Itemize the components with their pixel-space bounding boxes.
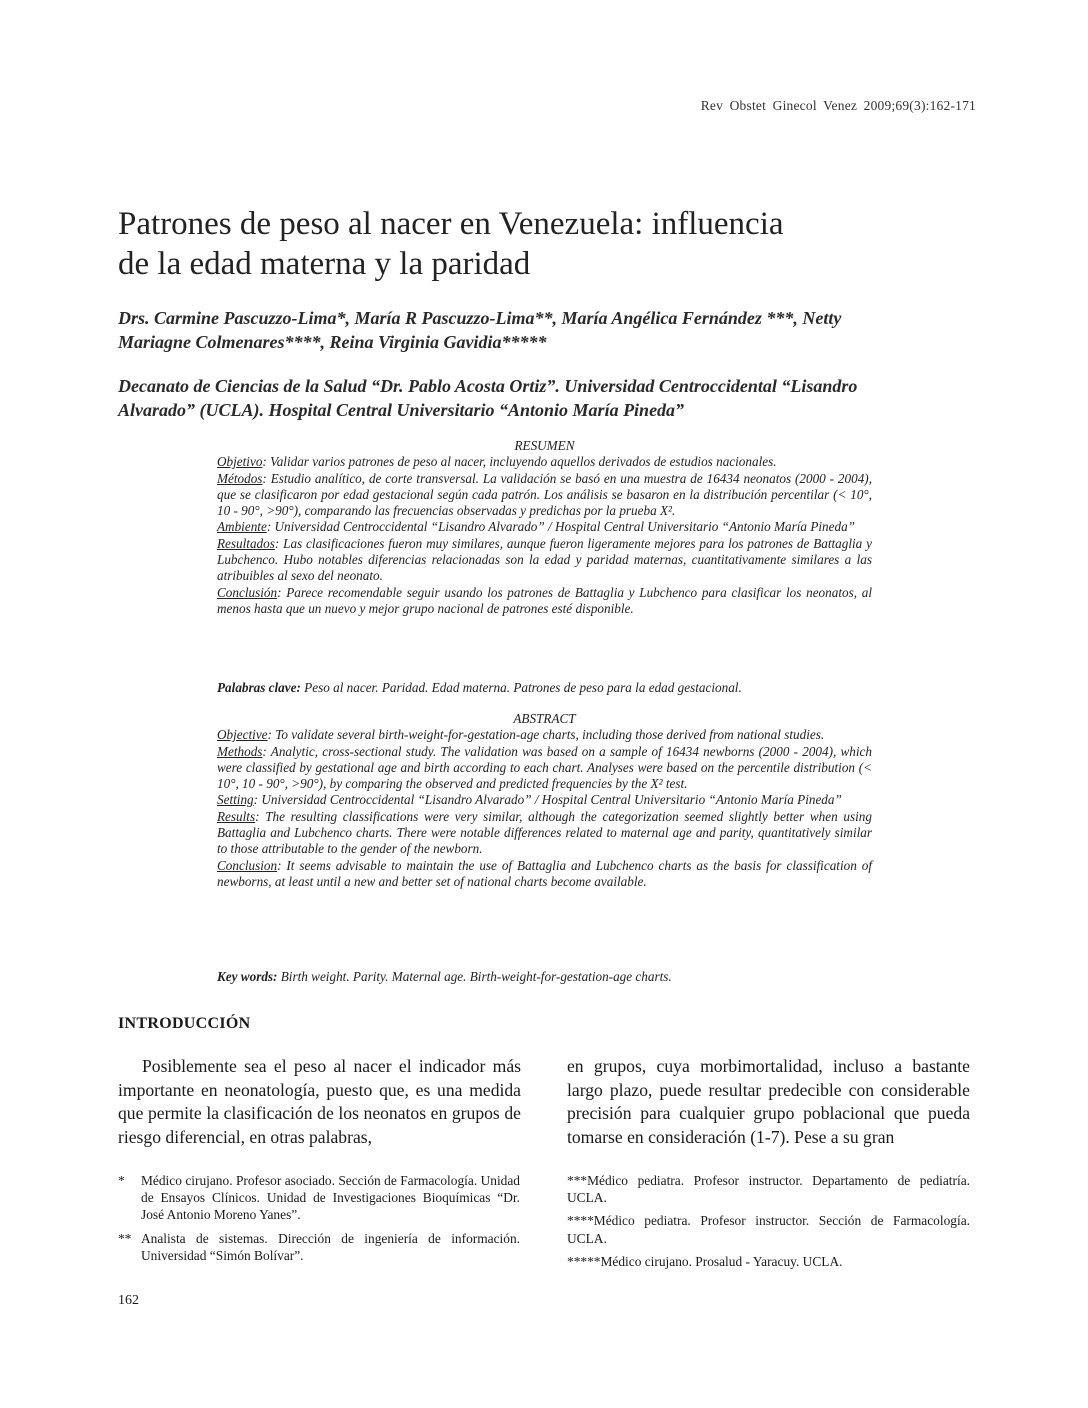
page-number: 162 bbox=[118, 1293, 139, 1308]
metodos-text: : Estudio analítico, de corte transversal. La validación se basó en una muestra de 16434 neonatos (2000 - 2004), que se clasificaron por edad gestacional según cada patrón. Los análisis se basaron en la distribución percentilar (< 10°, 10 - 90°, >90°), comparando las frecuencias observadas y predichas por la prueba X². bbox=[217, 470, 872, 519]
resumen-objetivo bbox=[217, 454, 872, 470]
resumen-resultados bbox=[217, 536, 872, 585]
abstract-methods bbox=[217, 744, 872, 793]
footnote bbox=[118, 1230, 520, 1264]
abstract-setting bbox=[217, 792, 872, 808]
results-label: Results bbox=[217, 808, 256, 824]
abstract-objective bbox=[217, 727, 872, 743]
objective-label: Objective bbox=[217, 727, 268, 743]
abstract-section bbox=[217, 711, 872, 890]
abstract-results bbox=[217, 809, 872, 858]
footnote bbox=[567, 1253, 970, 1270]
results-text: : The resulting classifications were very similar, although the categorization seemed slightly better when using Battaglia and Lubchenco charts. There were notable differences related to maternal age and parity, quantitatively similar to those attributable to the gender of the newborn. bbox=[217, 808, 872, 857]
affiliation bbox=[118, 374, 978, 422]
footnote-body: Médico pediatra. Profesor instructor. Departamento de pediatría. UCLA. bbox=[567, 1173, 970, 1206]
resumen-metodos bbox=[217, 471, 872, 520]
objective-text: : To validate several birth-weight-for-gestation-age charts, including those derived from national studies. bbox=[267, 727, 825, 743]
footnote-text: Analista de sistemas. Dirección de ingeniería de información. Universidad “Simón Bolívar”. bbox=[141, 1230, 520, 1263]
resumen-heading: RESUMEN bbox=[514, 438, 575, 453]
footnote bbox=[118, 1172, 520, 1224]
footnote-mark: **** bbox=[567, 1213, 594, 1229]
affiliation-line-2: Alvarado” (UCLA). Hospital Central Universitario “Antonio María Pineda” bbox=[118, 400, 685, 420]
footnote-mark: * bbox=[118, 1173, 125, 1188]
journal-reference: Rev Obstet Ginecol Venez 2009;69(3):162-171 bbox=[700, 98, 976, 113]
footnote-text: Médico cirujano. Profesor asociado. Sección de Farmacología. Unidad de Ensayos Clínicos. Unidad de Investigaciones Bioquímicas “Dr. José Antonio Moreno Yanes”. bbox=[141, 1173, 520, 1223]
objetivo-label: Objetivo bbox=[217, 454, 263, 470]
footnote bbox=[567, 1172, 970, 1206]
authors-line-1: Drs. Carmine Pascuzzo-Lima*, María R Pascuzzo-Lima**, María Angélica Fernández ***, Netty bbox=[118, 308, 842, 328]
objetivo-text: : Validar varios patrones de peso al nacer, incluyendo aquellos derivados de estudios nacionales. bbox=[262, 454, 777, 470]
key-words-text: Birth weight. Parity. Maternal age. Birth-weight-for-gestation-age charts. bbox=[277, 969, 672, 984]
footnote-mark: *** bbox=[567, 1173, 588, 1188]
footnote-body: Médico pediatra. Profesor instructor. Sección de Farmacología. UCLA. bbox=[567, 1213, 970, 1246]
resultados-label: Resultados bbox=[217, 535, 275, 551]
methods-text: : Analytic, cross-sectional study. The validation was based on a sample of 16434 newborns (2000 - 2004), which were classified by gestational age and birth according to each chart. Analyses were based on the percentile distribution (< 10°, 10 - 90°, >90°), by comparing the observed and predicted frequencies by the X² test. bbox=[217, 743, 872, 792]
footnote-text bbox=[567, 1212, 970, 1246]
introduccion-heading: INTRODUCCIÓN bbox=[118, 1015, 251, 1032]
conclusion-text: : Parece recomendable seguir usando los patrones de Battaglia y Lubchenco para clasificar los neonatos, al menos hasta que un nuevo y mejor grupo nacional de patrones esté disponible. bbox=[217, 584, 872, 616]
resumen-ambiente bbox=[217, 519, 872, 535]
metodos-label: Métodos bbox=[217, 470, 263, 486]
setting-text: : Universidad Centroccidental “Lisandro Alvarado” / Hospital Central Universitario “Antonio María Pineda” bbox=[253, 792, 842, 808]
conclusion-en-label: Conclusion bbox=[217, 857, 278, 873]
body-column-right: en grupos, cuya morbimortalidad, incluso a bastante largo plazo, puede resultar predecible con considerable precisión para cualquier grupo poblacional que pueda tomarse en consideración (1-7). Pese a su gran bbox=[567, 1056, 970, 1147]
footnote-text bbox=[567, 1172, 970, 1206]
footnotes-right bbox=[567, 1172, 970, 1276]
ambiente-text: : Universidad Centroccidental “Lisandro Alvarado” / Hospital Central Universitario “Antonio María Pineda” bbox=[266, 519, 856, 535]
footnotes-left bbox=[118, 1172, 520, 1270]
palabras-clave-text: Peso al nacer. Paridad. Edad materna. Patrones de peso para la edad gestacional. bbox=[300, 680, 742, 695]
conclusion-en-text: : It seems advisable to maintain the use of Battaglia and Lubchenco charts as the basis for classification of newborns, at least until a new and better set of national charts become available. bbox=[217, 857, 872, 889]
body-column-left: Posiblemente sea el peso al nacer el indicador más importante en neonatología, puesto que, es una medida que permite la clasificación de los neonatos en grupos de riesgo diferencial, en otras palabras, bbox=[118, 1056, 521, 1147]
title-line-2: de la edad materna y la paridad bbox=[118, 246, 531, 282]
conclusion-label: Conclusión bbox=[217, 584, 278, 600]
methods-label: Methods bbox=[217, 743, 263, 759]
affiliation-line-1: Decanato de Ciencias de la Salud “Dr. Pablo Acosta Ortiz”. Universidad Centroccidental “Lisandro bbox=[118, 376, 858, 396]
footnote-mark: ** bbox=[118, 1230, 132, 1246]
footnote-text bbox=[567, 1253, 970, 1270]
author-list bbox=[118, 306, 978, 354]
palabras-clave bbox=[217, 680, 872, 696]
footnote-mark: ***** bbox=[567, 1253, 601, 1269]
resumen-section bbox=[217, 438, 872, 617]
abstract-heading: ABSTRACT bbox=[513, 711, 576, 726]
article-title bbox=[118, 204, 978, 284]
key-words-label: Key words: bbox=[217, 969, 278, 984]
resultados-text: : Las clasificaciones fueron muy similares, aunque fueron ligeramente mejores para los patrones de Battaglia y Lubchenco. Hubo notables diferencias relacionadas son la edad y paridad maternas, cuantitativamente similares a las atribuibles al sexo del neonato. bbox=[217, 535, 872, 584]
resumen-conclusion bbox=[217, 585, 872, 618]
setting-label: Setting bbox=[217, 792, 254, 808]
footnote bbox=[567, 1212, 970, 1246]
key-words bbox=[217, 969, 872, 985]
footnote-body: Médico cirujano. Prosalud - Yaracuy. UCLA. bbox=[600, 1253, 843, 1269]
abstract-conclusion bbox=[217, 858, 872, 891]
authors-line-2: Mariagne Colmenares****, Reina Virginia Gavidia***** bbox=[118, 332, 547, 352]
ambiente-label: Ambiente bbox=[217, 519, 267, 535]
palabras-clave-label: Palabras clave: bbox=[217, 680, 301, 695]
title-line-1: Patrones de peso al nacer en Venezuela: influencia bbox=[118, 206, 784, 242]
